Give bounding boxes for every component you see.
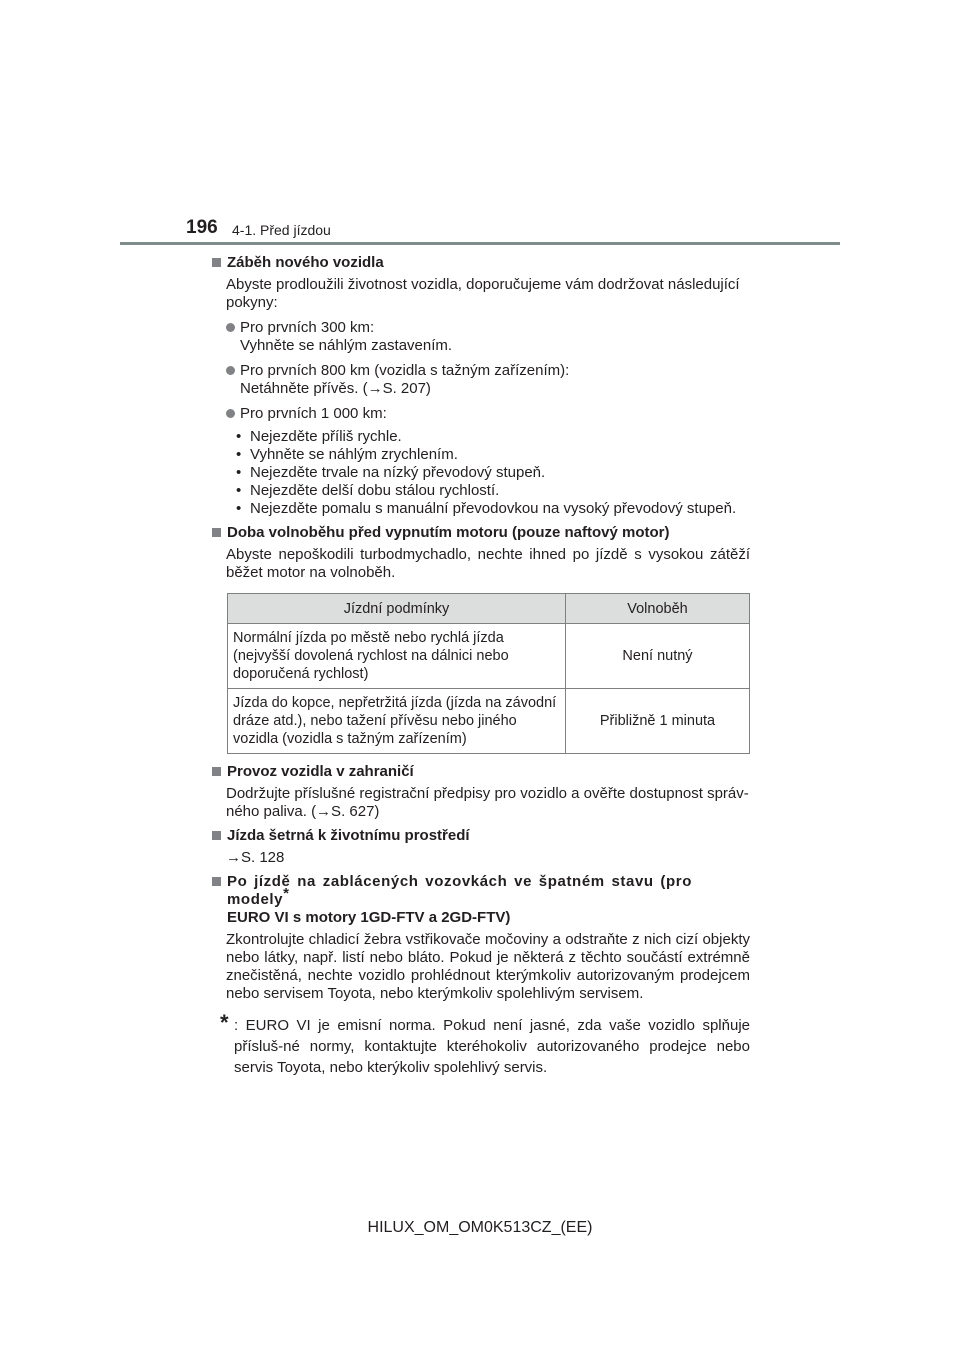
item-line: Pro prvních 1 000 km:: [240, 405, 387, 422]
document-code: HILUX_OM_OM0K513CZ_(EE): [367, 1219, 593, 1236]
heading-eco-driving: [210, 827, 750, 845]
table-cell: Normální jízda po městě nebo rychlá jízda (nejvyšší dovolená rychlost na dálnici nebo doporučená rychlost): [228, 624, 566, 689]
table-cell: Není nutný: [566, 624, 750, 689]
item-line: Pro prvních 800 km (vozidla s tažným zařízením):: [240, 362, 570, 379]
muddy-roads-body: Zkontrolujte chladicí žebra vstřikovače močoviny a odstraňte z nich cizí objekty nebo látky, např. listí nebo bláto. Pokud je některá z těchto součástí extrémně znečistěná, nechte vozidlo prohlédnout kterýmkoliv autorizovaným prodejcem nebo servisem Toyota, nebo kterýmkoliv spolehlivým servisem.: [226, 931, 750, 1002]
circle-bullet-icon: [226, 366, 235, 375]
footnote: [220, 1010, 750, 1078]
heading-abroad: [210, 763, 750, 781]
break-in-item-1000: [226, 405, 750, 423]
table-header-conditions: Jízdní podmínky: [228, 594, 566, 624]
item-line: Netáhněte přívěs. (→S. 207): [240, 380, 431, 397]
heading-text: Jízda šetrná k životnímu prostředí: [227, 827, 470, 844]
bullet-list: [236, 428, 750, 518]
footnote-text: : EURO VI je emisní norma. Pokud není jasné, zda vaše vozidlo splňuje přísluš-né normy, kontaktujte kteréhokoliv autorizovaného prodejce nebo servis Toyota, nebo kterýkoliv spolehlivý servis.: [234, 1017, 750, 1076]
heading-text: Po jízdě na zablácených vozovkách ve špatném stavu (pro modely: [227, 873, 692, 908]
circle-bullet-icon: [226, 409, 235, 418]
header-rule: [120, 242, 840, 245]
list-item: • Nejezděte trvale na nízký převodový stupeň.: [236, 464, 546, 481]
heading-muddy-roads: [210, 873, 750, 927]
heading-text: Záběh nového vozidla: [227, 254, 384, 271]
heading-text: Doba volnoběhu před vypnutím motoru (pouze naftový motor): [227, 524, 670, 541]
list-item: • Nejezděte pomalu s manuální převodovkou na vysoký převodový stupeň.: [236, 500, 737, 517]
heading-idle-time: [210, 524, 750, 542]
list-item: • Nejezděte příliš rychle.: [236, 428, 402, 445]
item-line: Pro prvních 300 km:: [240, 319, 375, 336]
heading-text: EURO VI s motory 1GD-FTV a 2GD-FTV): [227, 909, 511, 926]
abroad-body: Dodržujte příslušné registrační předpisy pro vozidlo a ověřte dostupnost správ-ného paliva. (→S. 627): [226, 785, 749, 820]
asterisk-marker: *: [283, 885, 289, 902]
table-cell: Přibližně 1 minuta: [566, 689, 750, 754]
break-in-intro: Abyste prodloužili životnost vozidla, doporučujeme vám dodržovat následující pokyny:: [226, 276, 740, 311]
page-content: [210, 254, 750, 1078]
square-bullet-icon: [212, 831, 221, 840]
square-bullet-icon: [212, 767, 221, 776]
heading-break-in: [210, 254, 750, 272]
circle-bullet-icon: [226, 323, 235, 332]
list-item: • Vyhněte se náhlým zrychlením.: [236, 446, 458, 463]
item-line: Vyhněte se náhlým zastavením.: [240, 337, 453, 354]
break-in-item-800: [226, 362, 750, 398]
footnote-asterisk: *: [220, 1010, 229, 1035]
square-bullet-icon: [212, 877, 221, 886]
idle-time-table: [227, 593, 750, 754]
table-header-idle: Volnoběh: [566, 594, 750, 624]
square-bullet-icon: [212, 528, 221, 537]
square-bullet-icon: [212, 258, 221, 267]
idle-time-body: Abyste nepoškodili turbodmychadlo, nechte ihned po jízdě s vysokou zátěží běžet motor na volnoběh.: [226, 546, 750, 581]
table-cell: Jízda do kopce, nepřetržitá jízda (jízda na závodní dráze atd.), nebo tažení přívěsu nebo jiného vozidla (vozidla s tažným zařízením): [228, 689, 566, 754]
eco-driving-ref: →S. 128: [226, 849, 285, 866]
heading-text: Provoz vozidla v zahraničí: [227, 763, 414, 780]
list-item: • Nejezděte delší dobu stálou rychlostí.: [236, 482, 500, 499]
table-row: [228, 624, 750, 689]
break-in-item-300: [226, 319, 750, 355]
table-row: [228, 689, 750, 754]
section-title: 4-1. Před jízdou: [232, 222, 331, 238]
page-number: 196: [186, 217, 218, 238]
